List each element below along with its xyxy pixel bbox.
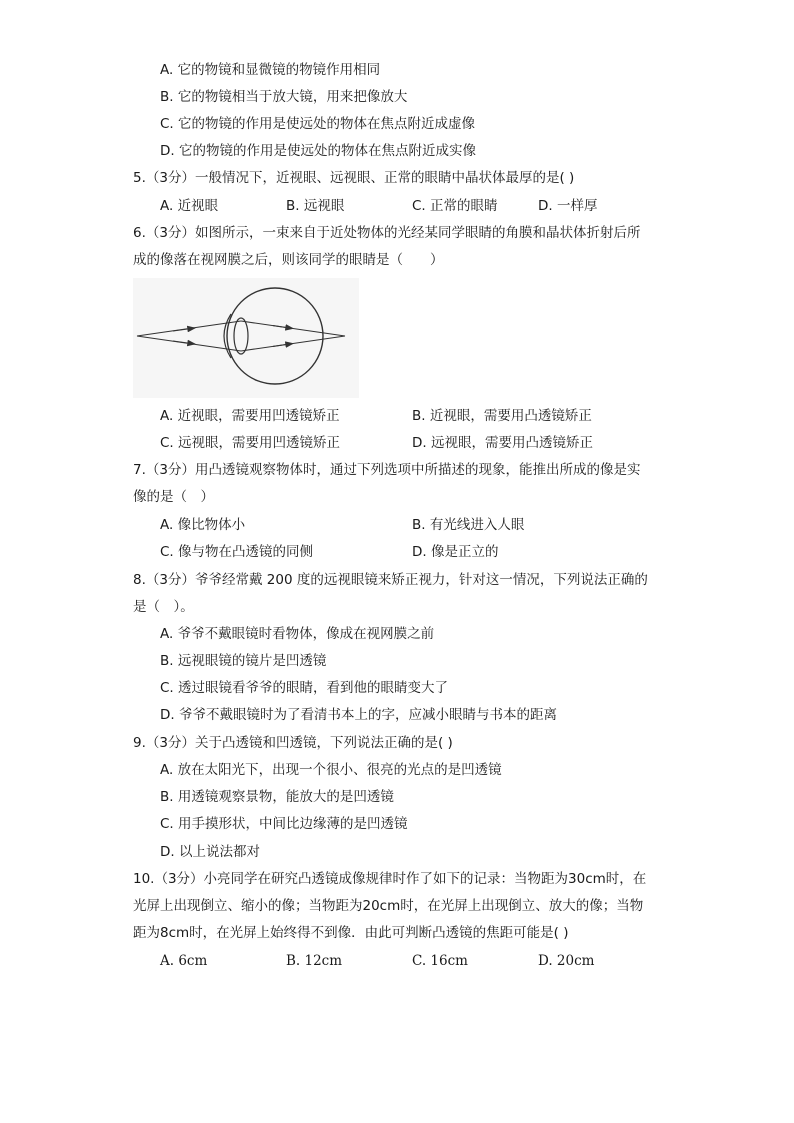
q9-option-a: A. 放在太阳光下，出现一个很小、很亮的光点的是凹透镜 [160, 762, 502, 778]
q7-stem-line2: 像的是（ ） [133, 489, 214, 505]
eye-diagram-svg [133, 278, 359, 398]
eye-diagram [133, 278, 359, 398]
q8-stem-line2: 是（ ）。 [133, 599, 194, 615]
q6-stem-line1: 6.（3分）如图所示，一束来自于近处物体的光经某同学眼睛的角膜和晶状体折射后所 [133, 225, 641, 241]
q10-stem-line3: 距为8cm时，在光屏上始终得不到像．由此可判断凸透镜的焦距可能是( ) [133, 925, 569, 941]
arrow-upper-out [273, 326, 293, 329]
q9-stem: 9.（3分）关于凸透镜和凹透镜，下列说法正确的是( ) [133, 735, 453, 751]
q6-option-d: D. 远视眼，需要用凸透镜矫正 [412, 435, 593, 451]
q5-stem: 5.（3分）一般情况下，近视眼、远视眼、正常的眼睛中晶状体最厚的是( ) [133, 170, 575, 186]
q8-option-d: D. 爷爷不戴眼镜时为了看清书本上的字，应减小眼睛与书本的距离 [160, 707, 557, 723]
q6-stem-line2: 成的像落在视网膜之后，则该同学的眼睛是（ ） [133, 252, 444, 268]
q8-option-a: A. 爷爷不戴眼镜时看物体，像成在视网膜之前 [160, 626, 435, 642]
q6-option-c: C. 远视眼，需要用凹透镜矫正 [160, 435, 341, 451]
arrow-upper-in [173, 328, 195, 331]
arrow-lower-out [273, 344, 293, 347]
eyeball-outline [227, 288, 323, 384]
prev-option-b: B. 它的物镜相当于放大镜，用来把像放大 [160, 89, 408, 105]
q5-option-c: C. 正常的眼睛 [412, 198, 498, 214]
q10-stem-line1: 10.（3分）小亮同学在研究凸透镜成像规律时作了如下的记录：当物距为30cm时，在 [133, 871, 647, 887]
q10-option-b: B. 12cm [286, 953, 343, 969]
q9-option-b: B. 用透镜观察景物，能放大的是凹透镜 [160, 789, 394, 805]
q10-option-c: C. 16cm [412, 953, 468, 969]
q7-option-d: D. 像是正立的 [412, 544, 499, 560]
q5-option-a: A. 近视眼 [160, 198, 219, 214]
q8-option-c: C. 透过眼镜看爷爷的眼睛，看到他的眼睛变大了 [160, 680, 449, 696]
q9-option-d: D. 以上说法都对 [160, 844, 260, 860]
q7-stem-line1: 7.（3分）用凸透镜观察物体时，通过下列选项中所描述的现象，能推出所成的像是实 [133, 462, 641, 478]
q10-option-d: D. 20cm [538, 953, 595, 969]
q10-stem-line2: 光屏上出现倒立、缩小的像；当物距为20cm时，在光屏上出现倒立、放大的像；当物 [133, 898, 644, 914]
q5-option-b: B. 远视眼 [286, 198, 345, 214]
q8-stem-line1: 8.（3分）爷爷经常戴 200 度的远视眼镜来矫正视力，针对这一情况，下列说法正确的 [133, 572, 648, 588]
q6-option-b: B. 近视眼，需要用凸透镜矫正 [412, 408, 592, 424]
q7-option-c: C. 像与物在凸透镜的同侧 [160, 544, 314, 560]
lens-shape [234, 318, 248, 354]
q7-option-a: A. 像比物体小 [160, 517, 246, 533]
q6-option-a: A. 近视眼，需要用凹透镜矫正 [160, 408, 340, 424]
prev-option-a: A. 它的物镜和显微镜的物镜作用相同 [160, 62, 381, 78]
q7-option-b: B. 有光线进入人眼 [412, 517, 525, 533]
q5-option-d: D. 一样厚 [538, 198, 598, 214]
prev-option-c: C. 它的物镜的作用是使远处的物体在焦点附近成虚像 [160, 116, 476, 132]
q10-option-a: A. 6cm [160, 953, 208, 969]
prev-option-d: D. 它的物镜的作用是使远处的物体在焦点附近成实像 [160, 143, 476, 159]
arrow-lower-in [173, 341, 195, 344]
q9-option-c: C. 用手摸形状，中间比边缘薄的是凹透镜 [160, 816, 408, 832]
q8-option-b: B. 远视眼镜的镜片是凹透镜 [160, 653, 327, 669]
